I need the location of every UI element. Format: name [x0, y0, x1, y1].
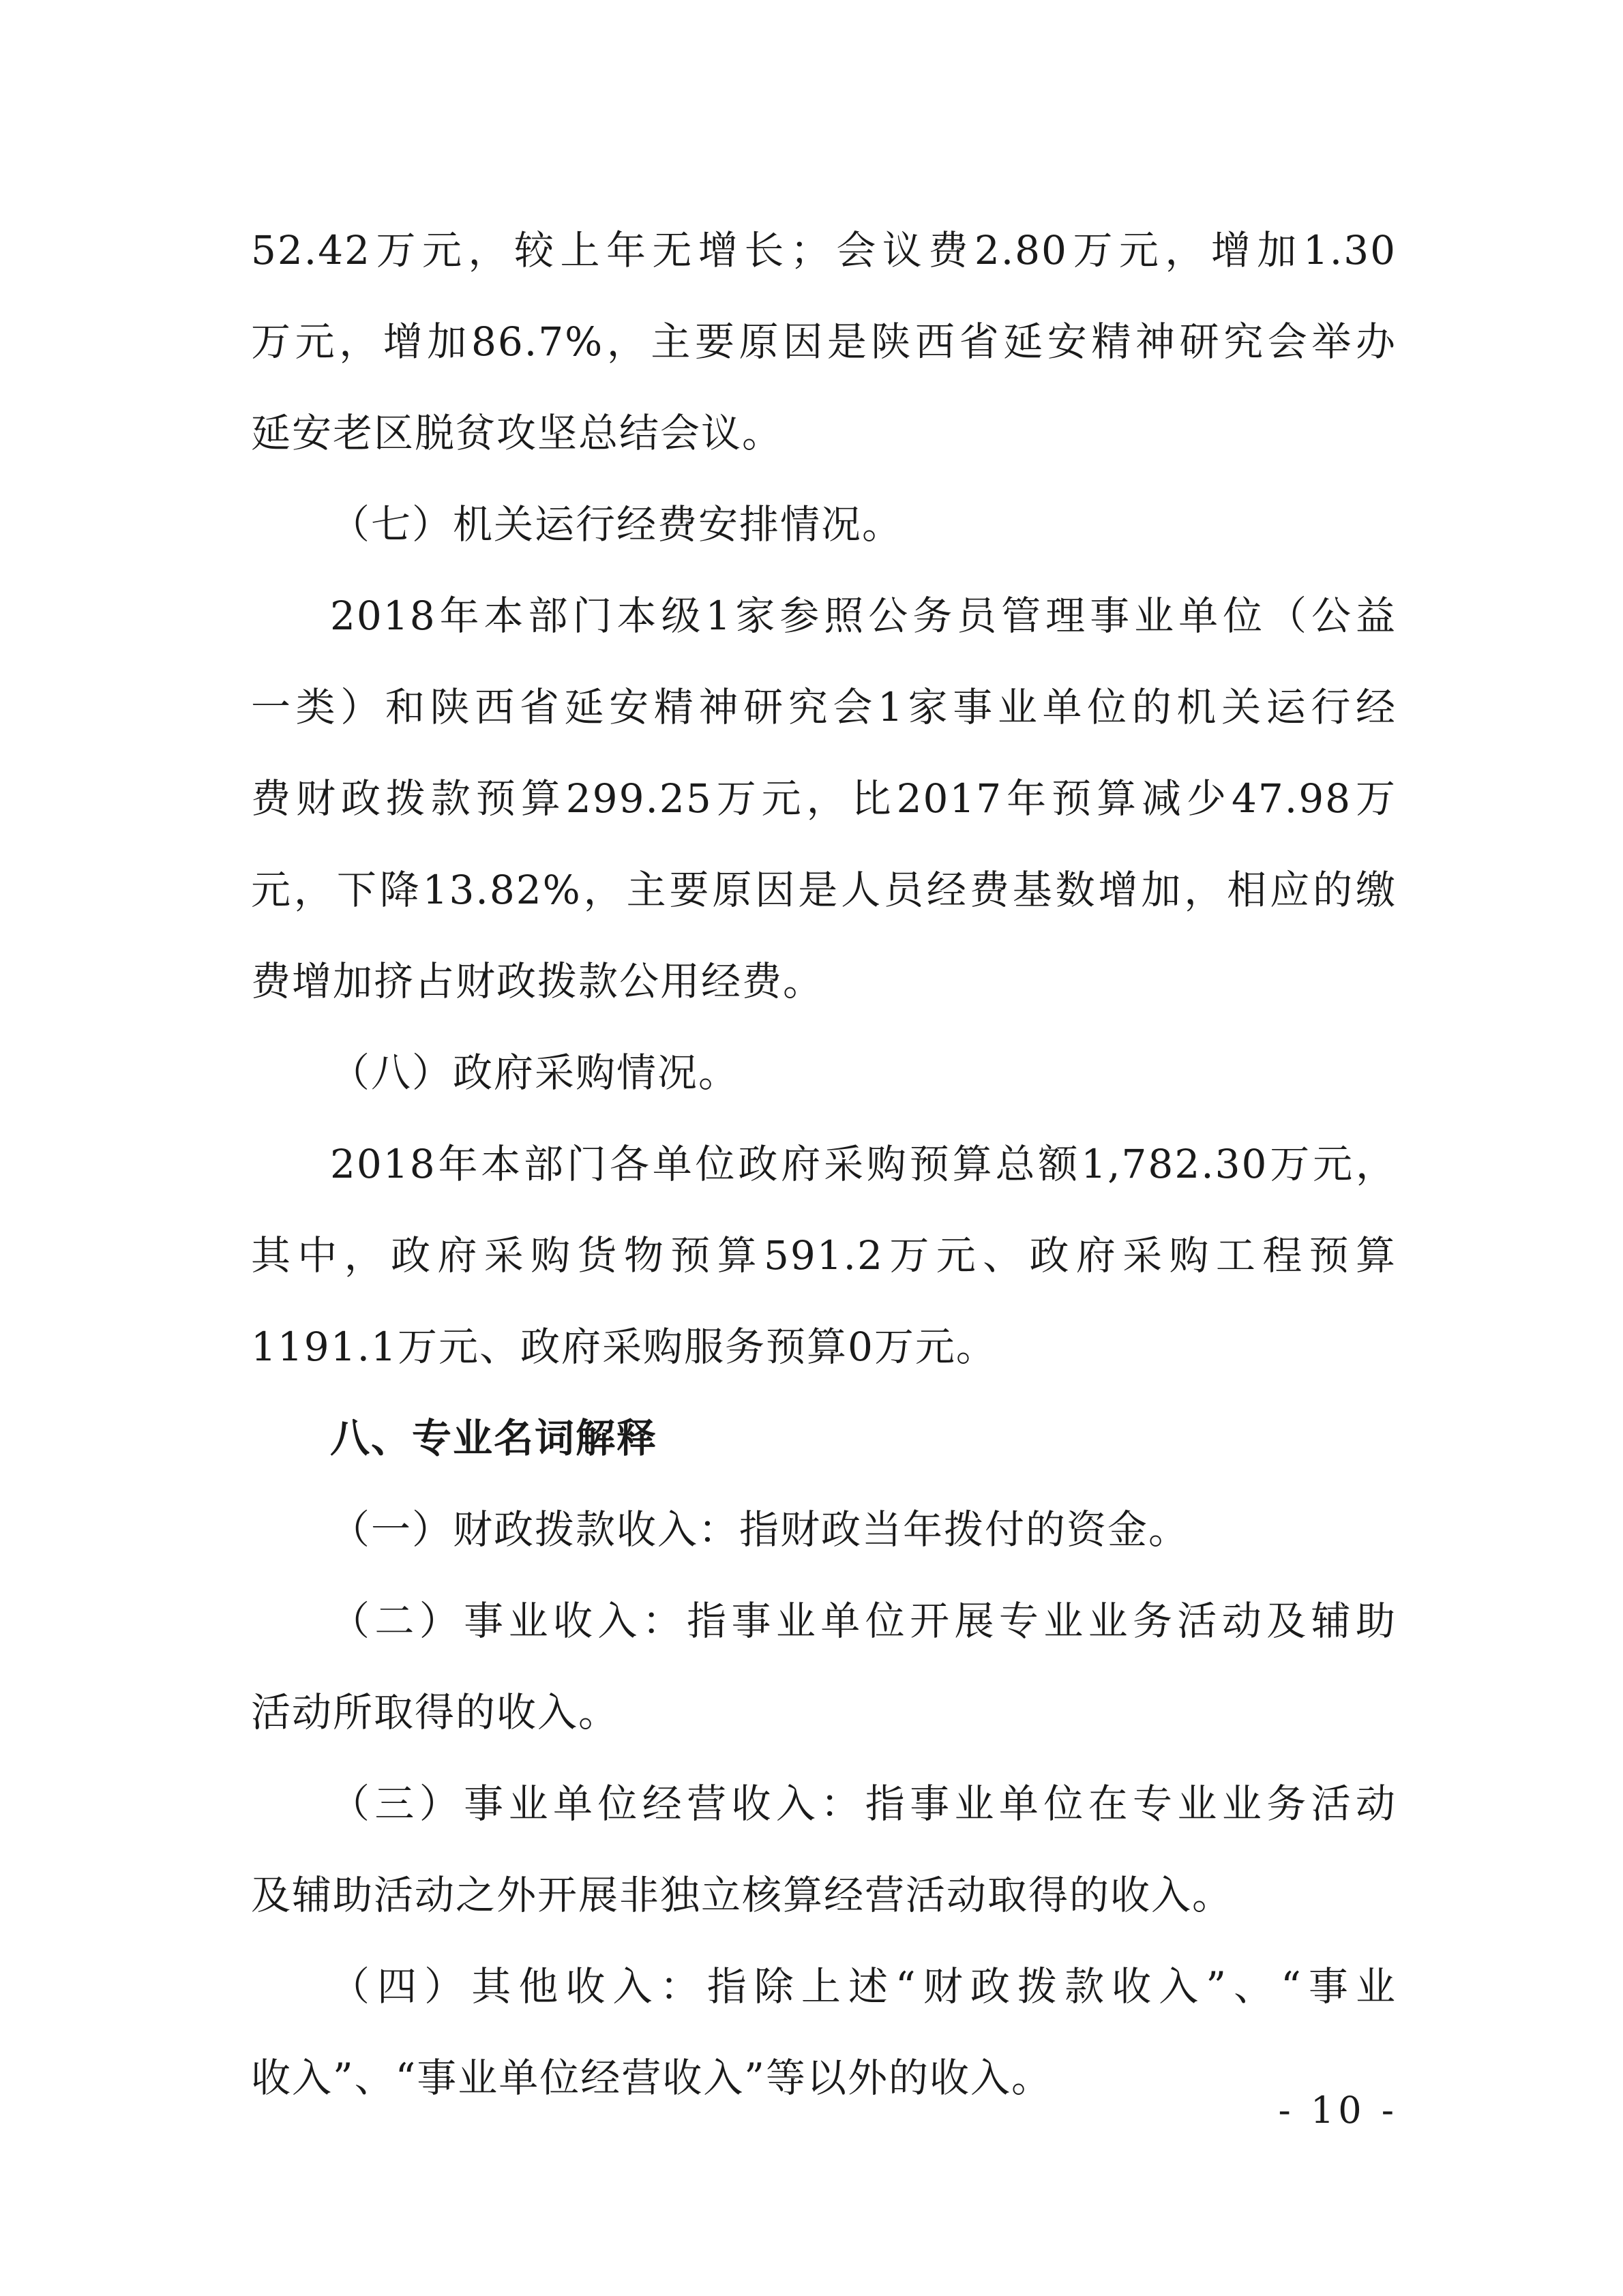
- body-text: [251, 205, 1397, 2123]
- definition-line: 收入”、“事业单位经营收入”等以外的收入。: [251, 2055, 1052, 2101]
- paragraph-line: 延安老区脱贫攻坚总结会议。: [251, 410, 784, 456]
- definition-line: 及辅助活动之外开展非独立核算经营活动取得的收入。: [251, 1872, 1234, 1918]
- page-number: - 10 -: [1278, 2089, 1398, 2132]
- subsection-heading: （七）机关运行经费安排情况。: [330, 501, 904, 548]
- paragraph-line: 一类）和陕西省延安精神研究会1家事业单位的机关运行经: [251, 684, 1397, 730]
- paragraph-line: 1191.1万元、政府采购服务预算0万元。: [251, 1324, 997, 1370]
- definition-line: （二）事业收入：指事业单位开展专业业务活动及辅助: [330, 1598, 1397, 1644]
- definition-line: （三）事业单位经营收入：指事业单位在专业业务活动: [330, 1780, 1397, 1827]
- paragraph-line: 其中，政府采购货物预算591.2万元、政府采购工程预算: [251, 1232, 1397, 1279]
- paragraph-line: 2018年本部门各单位政府采购预算总额1,782.30万元，: [330, 1141, 1397, 1187]
- definition-line: 活动所取得的收入。: [251, 1689, 620, 1735]
- paragraph-line: 万元，增加86.7%，主要原因是陕西省延安精神研究会举办: [251, 318, 1397, 365]
- definition-line: （四）其他收入：指除上述“财政拨款收入”、“事业: [330, 1963, 1397, 2010]
- paragraph-line: 费财政拨款预算299.25万元，比2017年预算减少47.98万: [251, 775, 1397, 822]
- paragraph-line: 2018年本部门本级1家参照公务员管理事业单位（公益: [330, 593, 1397, 639]
- paragraph-line: 费增加挤占财政拨款公用经费。: [251, 958, 824, 1004]
- subsection-heading: （八）政府采购情况。: [330, 1049, 740, 1096]
- definition-line: （一）财政拨款收入：指财政当年拨付的资金。: [330, 1506, 1190, 1553]
- section-heading: 八、专业名词解释: [330, 1415, 658, 1461]
- paragraph-line: 元，下降13.82%，主要原因是人员经费基数增加，相应的缴: [251, 867, 1397, 913]
- paragraph-line: 52.42万元，较上年无增长；会议费2.80万元，增加1.30: [251, 227, 1397, 273]
